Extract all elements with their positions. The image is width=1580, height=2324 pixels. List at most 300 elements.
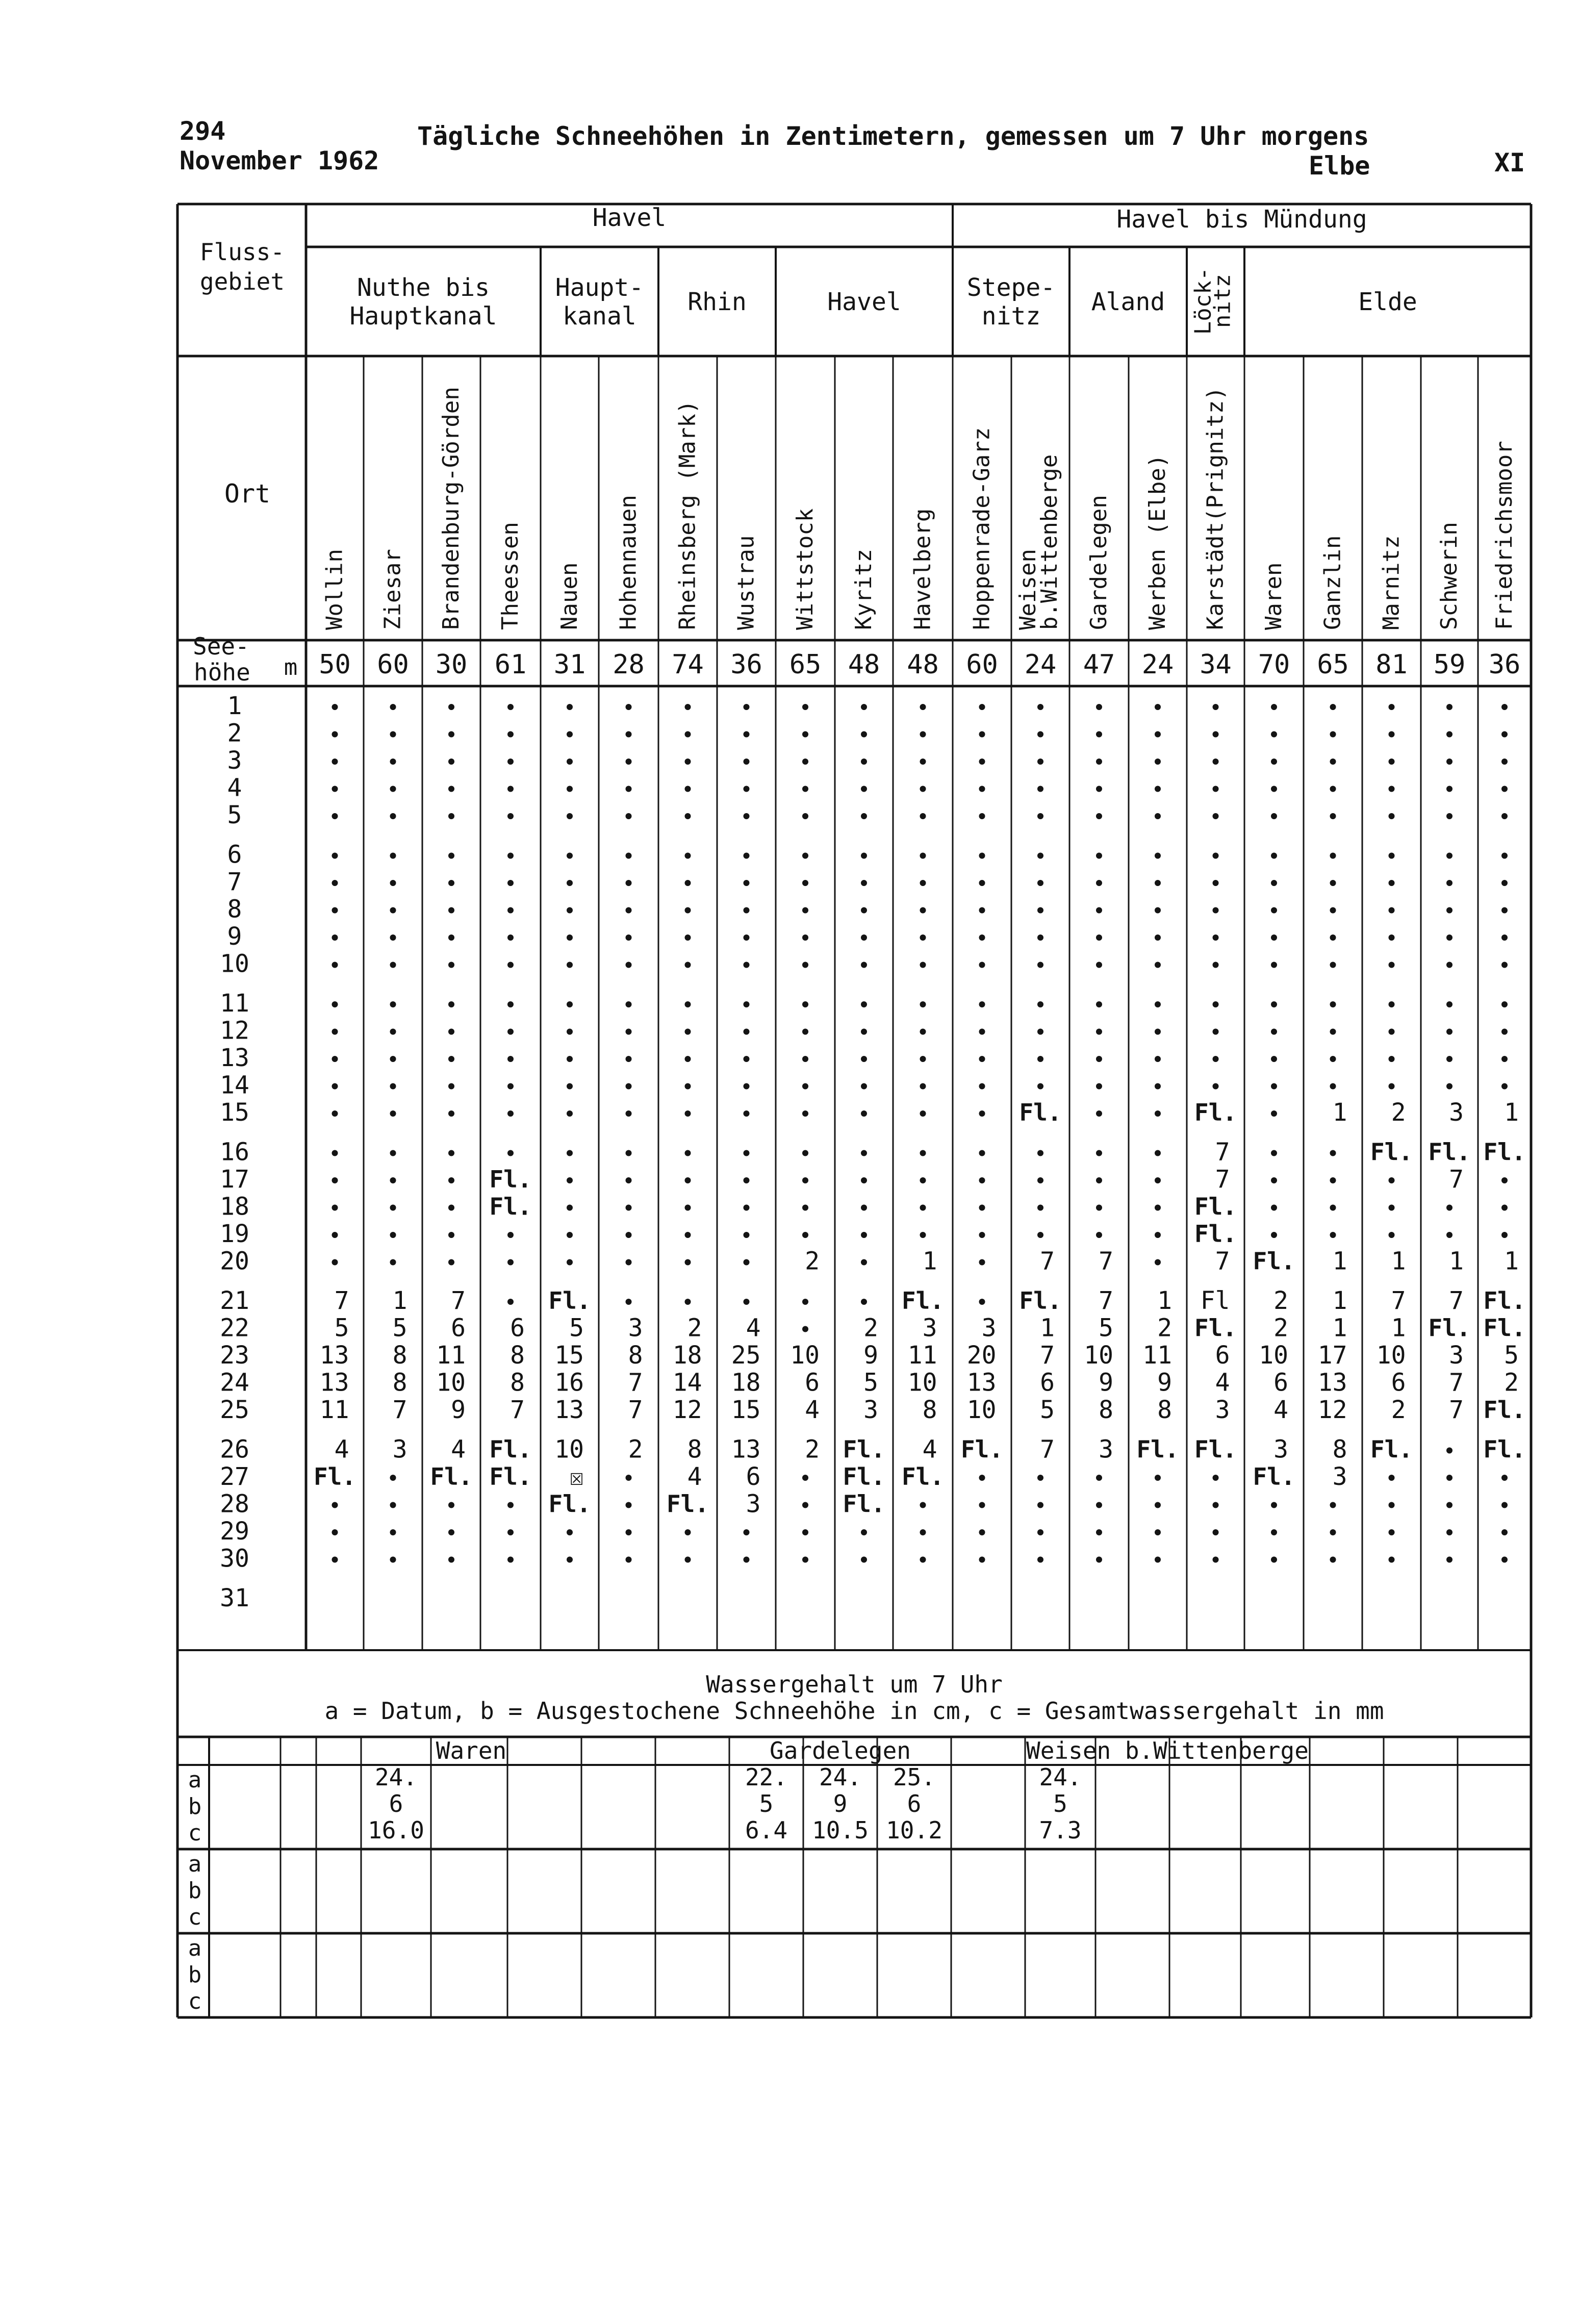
no-snow-dot xyxy=(332,1259,338,1266)
no-snow-dot xyxy=(390,1056,396,1062)
cell-value: Fl. xyxy=(666,1490,709,1518)
day-label: 29 xyxy=(220,1517,249,1546)
cell-value: 5 xyxy=(334,1313,349,1343)
cell-value: Fl. xyxy=(1194,1435,1237,1463)
no-snow-dot xyxy=(332,1232,338,1238)
cell-value: 4 xyxy=(451,1435,466,1464)
no-snow-dot xyxy=(1501,1205,1508,1211)
station-elevation: 74 xyxy=(672,649,704,680)
cell-value: 2 xyxy=(1391,1396,1406,1424)
no-snow-dot xyxy=(1271,1110,1277,1117)
station-elevation: 59 xyxy=(1433,649,1466,680)
subgroup-label: kanal xyxy=(563,302,636,331)
no-snow-dot xyxy=(802,1299,808,1305)
label-flussgebiet: gebiet xyxy=(199,268,285,295)
no-snow-dot xyxy=(1501,1177,1508,1183)
no-snow-dot xyxy=(1501,731,1508,738)
no-snow-dot xyxy=(1389,1177,1395,1183)
no-snow-dot xyxy=(626,1502,632,1508)
no-snow-dot xyxy=(507,786,514,792)
no-snow-dot xyxy=(1096,934,1102,941)
no-snow-dot xyxy=(448,1502,454,1508)
cell-value: 5 xyxy=(863,1368,878,1397)
water-row-key: a xyxy=(188,1851,202,1877)
cell-value: 5 xyxy=(392,1313,407,1343)
no-snow-dot xyxy=(567,759,573,765)
no-snow-dot xyxy=(332,1529,338,1535)
no-snow-dot xyxy=(1096,731,1102,738)
cell-value: 6 xyxy=(1273,1368,1288,1397)
no-snow-dot xyxy=(744,934,750,941)
no-snow-dot xyxy=(1446,1557,1452,1563)
no-snow-dot xyxy=(626,853,632,859)
cell-value: 3 xyxy=(1099,1435,1113,1464)
cell-value: Fl. xyxy=(430,1463,473,1491)
no-snow-dot xyxy=(626,962,632,968)
no-snow-dot xyxy=(567,962,573,968)
cell-value: Fl. xyxy=(1428,1314,1471,1342)
band-havel: Havel xyxy=(592,204,667,232)
no-snow-dot xyxy=(1330,907,1336,914)
water-entry-date: 24. xyxy=(1039,1763,1082,1791)
no-snow-dot xyxy=(1271,1001,1277,1007)
water-entry-content: 7.3 xyxy=(1039,1816,1082,1844)
no-snow-dot xyxy=(626,1177,632,1183)
no-snow-dot xyxy=(1213,1056,1219,1062)
station-elevation: 81 xyxy=(1375,649,1408,680)
cell-value: 7 xyxy=(1040,1247,1055,1276)
no-snow-dot xyxy=(861,907,867,914)
station-name: Hohennauen xyxy=(615,495,642,630)
day-label: 18 xyxy=(220,1192,249,1221)
cell-value: 4 xyxy=(922,1435,937,1464)
no-snow-dot xyxy=(1037,1177,1043,1183)
cell-value: Fl. xyxy=(1136,1435,1179,1463)
cell-value: 6 xyxy=(746,1462,761,1491)
no-snow-dot xyxy=(1501,962,1508,968)
page-number: 294 xyxy=(180,116,226,146)
no-snow-dot xyxy=(1446,759,1452,765)
no-snow-dot xyxy=(861,1529,867,1535)
no-snow-dot xyxy=(979,1529,985,1535)
station-name: Wollin xyxy=(321,549,348,630)
no-snow-dot xyxy=(979,1177,985,1183)
no-snow-dot xyxy=(1037,1475,1043,1481)
no-snow-dot xyxy=(1213,1083,1219,1090)
cell-value: Fl xyxy=(1200,1286,1230,1315)
no-snow-dot xyxy=(448,1001,454,1007)
no-snow-dot xyxy=(1389,1205,1395,1211)
no-snow-dot xyxy=(567,1150,573,1156)
no-snow-dot xyxy=(1096,704,1102,710)
station-name: Friedrichsmoor xyxy=(1491,441,1517,630)
no-snow-dot xyxy=(448,731,454,738)
day-label: 31 xyxy=(220,1584,249,1612)
no-snow-dot xyxy=(332,907,338,914)
cell-value: 5 xyxy=(1504,1341,1519,1370)
no-snow-dot xyxy=(567,907,573,914)
day-label: 25 xyxy=(220,1396,249,1424)
water-row-key: c xyxy=(188,1904,202,1930)
no-snow-dot xyxy=(802,962,808,968)
no-snow-dot xyxy=(567,704,573,710)
no-snow-dot xyxy=(626,1557,632,1563)
cell-value: 4 xyxy=(687,1462,702,1491)
no-snow-dot xyxy=(1271,813,1277,819)
no-snow-dot xyxy=(1271,1232,1277,1238)
no-snow-dot xyxy=(507,853,514,859)
cell-value: Fl. xyxy=(1253,1463,1295,1491)
cell-value: 11 xyxy=(1142,1341,1172,1370)
no-snow-dot xyxy=(1389,704,1395,710)
no-snow-dot xyxy=(744,1557,750,1563)
no-snow-dot xyxy=(626,813,632,819)
no-snow-dot xyxy=(802,907,808,914)
day-label: 22 xyxy=(220,1313,249,1343)
no-snow-dot xyxy=(626,1299,632,1305)
no-snow-dot xyxy=(1037,853,1043,859)
subgroup-label: Elde xyxy=(1358,288,1417,316)
no-snow-dot xyxy=(1330,704,1336,710)
cell-value: 8 xyxy=(1157,1396,1172,1424)
no-snow-dot xyxy=(1501,1502,1508,1508)
cell-value: 1 xyxy=(922,1247,937,1276)
cell-value: 9 xyxy=(451,1396,466,1424)
subgroup-label: Löck- xyxy=(1190,267,1216,335)
cell-value: 6 xyxy=(805,1368,820,1397)
no-snow-dot xyxy=(802,786,808,792)
no-snow-dot xyxy=(1446,962,1452,968)
cell-value: 11 xyxy=(319,1396,349,1424)
no-snow-dot xyxy=(920,1502,926,1508)
no-snow-dot xyxy=(1271,704,1277,710)
day-label: 16 xyxy=(220,1138,249,1167)
no-snow-dot xyxy=(1155,934,1161,941)
cell-value: 8 xyxy=(1099,1396,1113,1424)
no-snow-dot xyxy=(1037,1150,1043,1156)
no-snow-dot xyxy=(1271,853,1277,859)
cell-value: Fl. xyxy=(548,1490,591,1518)
no-snow-dot xyxy=(1155,1259,1161,1266)
no-snow-dot xyxy=(626,1150,632,1156)
no-snow-dot xyxy=(979,880,985,886)
no-snow-dot xyxy=(979,1110,985,1117)
subgroup-label: Haupt- xyxy=(555,273,644,302)
no-snow-dot xyxy=(332,704,338,710)
subgroup-label: Rhin xyxy=(687,288,747,316)
no-snow-dot xyxy=(1037,731,1043,738)
no-snow-dot xyxy=(861,704,867,710)
day-label: 4 xyxy=(227,773,242,802)
no-snow-dot xyxy=(567,1259,573,1266)
no-snow-dot xyxy=(626,1232,632,1238)
subgroup-label: Aland xyxy=(1091,288,1165,316)
cell-value: 3 xyxy=(1273,1435,1288,1464)
day-label: 26 xyxy=(220,1435,249,1464)
no-snow-dot xyxy=(685,853,691,859)
no-snow-dot xyxy=(685,1232,691,1238)
no-snow-dot xyxy=(920,962,926,968)
day-label: 2 xyxy=(227,719,242,748)
no-snow-dot xyxy=(1096,1232,1102,1238)
no-snow-dot xyxy=(1330,813,1336,819)
cell-value: 9 xyxy=(863,1341,878,1370)
no-snow-dot xyxy=(448,786,454,792)
no-snow-dot xyxy=(626,1475,632,1481)
cell-value: Fl. xyxy=(1483,1435,1526,1463)
no-snow-dot xyxy=(1389,1232,1395,1238)
no-snow-dot xyxy=(390,907,396,914)
day-label: 15 xyxy=(220,1098,249,1127)
cell-value: 3 xyxy=(1215,1396,1230,1424)
no-snow-dot xyxy=(685,731,691,738)
cell-value: 8 xyxy=(922,1396,937,1424)
no-snow-dot xyxy=(861,1205,867,1211)
no-snow-dot xyxy=(979,853,985,859)
water-entry-content: 10.5 xyxy=(812,1816,869,1844)
no-snow-dot xyxy=(1501,1232,1508,1238)
no-snow-dot xyxy=(1446,1448,1452,1454)
water-row-key: a xyxy=(188,1935,202,1961)
no-snow-dot xyxy=(920,1083,926,1090)
no-snow-dot xyxy=(1037,1029,1043,1035)
cell-value: Fl. xyxy=(1428,1138,1471,1166)
no-snow-dot xyxy=(390,1259,396,1266)
no-snow-dot xyxy=(1330,1557,1336,1563)
no-snow-dot xyxy=(1389,1502,1395,1508)
no-snow-dot xyxy=(861,1557,867,1563)
station-elevation: 36 xyxy=(730,649,762,680)
no-snow-dot xyxy=(685,962,691,968)
no-snow-dot xyxy=(1330,1232,1336,1238)
station-name: b.Wittenberge xyxy=(1036,454,1062,630)
no-snow-dot xyxy=(802,1056,808,1062)
no-snow-dot xyxy=(507,1029,514,1035)
no-snow-dot xyxy=(1330,1029,1336,1035)
day-label: 27 xyxy=(220,1462,249,1491)
no-snow-dot xyxy=(744,853,750,859)
no-snow-dot xyxy=(1389,786,1395,792)
cell-value: 4 xyxy=(334,1435,349,1464)
cell-value: 25 xyxy=(731,1341,761,1370)
cell-value: 12 xyxy=(672,1396,702,1424)
volume-label: XI xyxy=(1494,148,1525,178)
cell-value: 2 xyxy=(628,1435,643,1464)
cell-value: 4 xyxy=(1215,1368,1230,1397)
no-snow-dot xyxy=(1501,786,1508,792)
no-snow-dot xyxy=(1501,704,1508,710)
no-snow-dot xyxy=(448,1083,454,1090)
no-snow-dot xyxy=(920,759,926,765)
no-snow-dot xyxy=(448,1529,454,1535)
no-snow-dot xyxy=(1501,1056,1508,1062)
no-snow-dot xyxy=(332,786,338,792)
subgroup-label: Stepe- xyxy=(966,273,1056,302)
cell-value: 1 xyxy=(392,1286,407,1315)
no-snow-dot xyxy=(448,813,454,819)
no-snow-dot xyxy=(1037,1205,1043,1211)
no-snow-dot xyxy=(1037,880,1043,886)
no-snow-dot xyxy=(1446,704,1452,710)
no-snow-dot xyxy=(448,1177,454,1183)
no-snow-dot xyxy=(744,731,750,738)
no-snow-dot xyxy=(1155,1110,1161,1117)
cell-value: 8 xyxy=(687,1435,702,1464)
station-name: Werben (Elbe) xyxy=(1144,454,1170,630)
no-snow-dot xyxy=(567,1001,573,1007)
cell-value: 18 xyxy=(672,1341,702,1370)
no-snow-dot xyxy=(861,1110,867,1117)
no-snow-dot xyxy=(979,1150,985,1156)
no-snow-dot xyxy=(979,1083,985,1090)
no-snow-dot xyxy=(390,1529,396,1535)
no-snow-dot xyxy=(332,1557,338,1563)
no-snow-dot xyxy=(802,1177,808,1183)
cell-value: 4 xyxy=(1273,1396,1288,1424)
station-name: Havelberg xyxy=(909,508,936,630)
no-snow-dot xyxy=(626,759,632,765)
no-snow-dot xyxy=(1037,934,1043,941)
no-snow-dot xyxy=(1271,759,1277,765)
no-snow-dot xyxy=(920,1110,926,1117)
cell-value: Fl. xyxy=(1483,1314,1526,1342)
no-snow-dot xyxy=(448,1056,454,1062)
no-snow-dot xyxy=(979,1056,985,1062)
no-snow-dot xyxy=(1096,1475,1102,1481)
no-snow-dot xyxy=(567,813,573,819)
no-snow-dot xyxy=(1446,1475,1452,1481)
no-snow-dot xyxy=(1330,962,1336,968)
no-snow-dot xyxy=(332,853,338,859)
station-elevation: 61 xyxy=(494,649,527,680)
no-snow-dot xyxy=(920,1205,926,1211)
no-snow-dot xyxy=(1330,1083,1336,1090)
station-elevation: 60 xyxy=(966,649,998,680)
no-snow-dot xyxy=(1330,759,1336,765)
station-name: Weisen xyxy=(1015,549,1041,630)
water-entry-depth: 5 xyxy=(1053,1790,1067,1817)
water-row-key: c xyxy=(188,1820,202,1846)
cell-value: 5 xyxy=(569,1313,584,1343)
cell-value: 3 xyxy=(1332,1462,1347,1491)
cell-value: 2 xyxy=(1273,1286,1288,1315)
no-snow-dot xyxy=(802,1326,808,1332)
no-snow-dot xyxy=(1096,813,1102,819)
day-label: 19 xyxy=(220,1220,249,1248)
no-snow-dot xyxy=(567,1029,573,1035)
station-elevation: 47 xyxy=(1083,649,1115,680)
no-snow-dot xyxy=(744,1110,750,1117)
no-snow-dot xyxy=(685,786,691,792)
cell-value: 1 xyxy=(1332,1098,1347,1127)
no-snow-dot xyxy=(744,704,750,710)
water-entry-date: 22. xyxy=(745,1763,788,1791)
no-snow-dot xyxy=(1155,1083,1161,1090)
cell-value: 6 xyxy=(1391,1368,1406,1397)
day-label: 14 xyxy=(220,1071,249,1100)
station-name: Hoppenrade-Garz xyxy=(969,427,995,630)
cell-value: 7 xyxy=(1099,1247,1113,1276)
cell-value: 2 xyxy=(863,1313,878,1343)
cell-value: Fl. xyxy=(1370,1138,1413,1166)
no-snow-dot xyxy=(1037,1056,1043,1062)
no-snow-dot xyxy=(1271,880,1277,886)
cell-value: Fl. xyxy=(1194,1193,1237,1221)
no-snow-dot xyxy=(1446,907,1452,914)
subgroup-label: Havel xyxy=(827,288,901,316)
no-snow-dot xyxy=(567,1529,573,1535)
cell-value: 7 xyxy=(1215,1247,1230,1276)
no-snow-dot xyxy=(1330,786,1336,792)
no-snow-dot xyxy=(1096,1029,1102,1035)
cell-value: 1 xyxy=(1391,1247,1406,1276)
station-name: Ziesar xyxy=(379,549,406,630)
cell-value: 13 xyxy=(319,1368,349,1397)
no-snow-dot xyxy=(1096,962,1102,968)
subgroup-label: nitz xyxy=(1209,274,1236,328)
no-snow-dot xyxy=(1501,1083,1508,1090)
no-snow-dot xyxy=(1271,907,1277,914)
no-snow-dot xyxy=(1501,1475,1508,1481)
water-group-label: Weisen b.Wittenberge xyxy=(1026,1737,1309,1764)
no-snow-dot xyxy=(1213,704,1219,710)
no-snow-dot xyxy=(1213,907,1219,914)
water-row-key: b xyxy=(188,1793,202,1820)
no-snow-dot xyxy=(390,704,396,710)
no-snow-dot xyxy=(567,1557,573,1563)
cell-value: 7 xyxy=(451,1286,466,1315)
no-snow-dot xyxy=(979,907,985,914)
no-snow-dot xyxy=(685,759,691,765)
no-snow-dot xyxy=(1446,731,1452,738)
cell-value: 7 xyxy=(1449,1396,1464,1424)
no-snow-dot xyxy=(1155,1475,1161,1481)
no-snow-dot xyxy=(1037,1529,1043,1535)
no-snow-dot xyxy=(1330,853,1336,859)
station-elevation: 65 xyxy=(1317,649,1349,680)
station-name: Schwerin xyxy=(1436,522,1462,630)
no-snow-dot xyxy=(1389,907,1395,914)
no-snow-dot xyxy=(1213,731,1219,738)
cell-value: 5 xyxy=(1040,1396,1055,1424)
cell-value: 1 xyxy=(1332,1247,1347,1276)
cell-value: 10 xyxy=(554,1435,584,1464)
station-name: Theessen xyxy=(497,522,523,630)
no-snow-dot xyxy=(744,1259,750,1266)
cell-value: Fl. xyxy=(489,1435,532,1463)
no-snow-dot xyxy=(507,1232,514,1238)
no-snow-dot xyxy=(1271,1557,1277,1563)
cell-value: Fl. xyxy=(1019,1287,1062,1315)
cell-value: 6 xyxy=(451,1313,466,1343)
water-entry-depth: 6 xyxy=(907,1790,922,1817)
cell-value: 1 xyxy=(1332,1313,1347,1343)
no-snow-dot xyxy=(1501,1029,1508,1035)
month-label: November 1962 xyxy=(180,146,379,175)
no-snow-dot xyxy=(1271,1083,1277,1090)
no-snow-dot xyxy=(1446,1205,1452,1211)
no-snow-dot xyxy=(332,1110,338,1117)
cell-value: 15 xyxy=(554,1341,584,1370)
no-snow-dot xyxy=(332,1502,338,1508)
band-havel-bis-muendung: Havel bis Mündung xyxy=(1116,205,1367,234)
subgroup-label: Hauptkanal xyxy=(349,302,497,331)
cell-value: Fl. xyxy=(1194,1314,1237,1342)
no-snow-dot xyxy=(390,731,396,738)
no-snow-dot xyxy=(1155,1177,1161,1183)
cell-value: 20 xyxy=(966,1341,997,1370)
no-snow-dot xyxy=(507,1110,514,1117)
